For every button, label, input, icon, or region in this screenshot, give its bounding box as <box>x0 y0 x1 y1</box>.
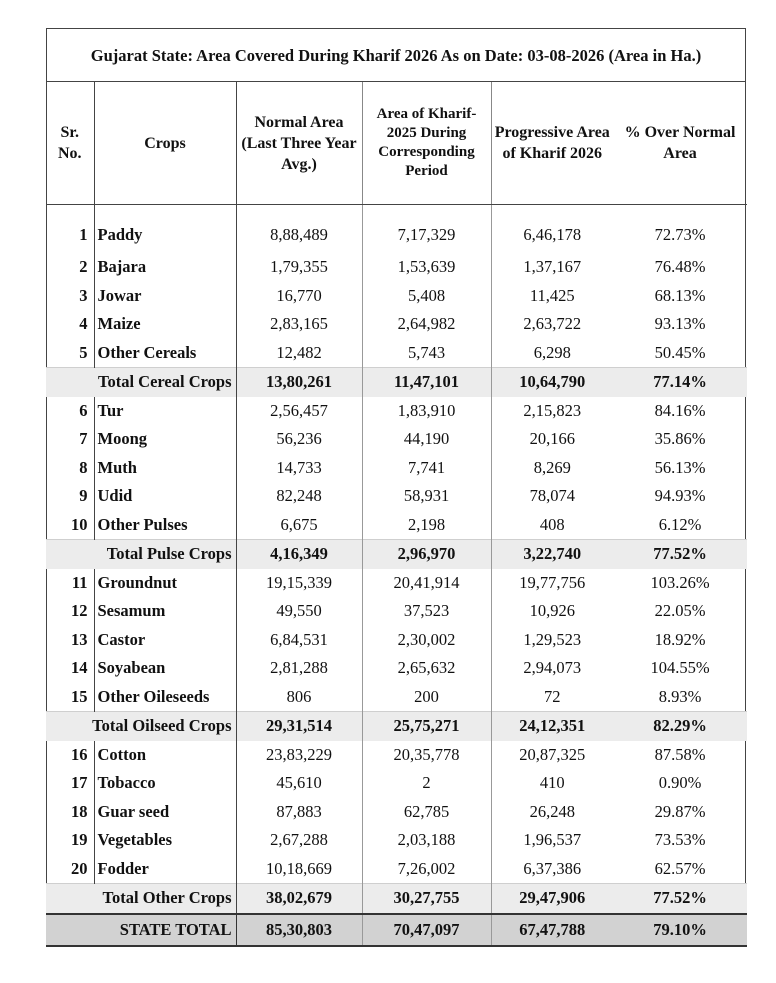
table-row <box>46 569 747 598</box>
normal-area-cell: 2,81,288 <box>270 658 328 678</box>
progressive-area-cell: 1,96,537 <box>523 830 582 850</box>
report-title: Gujarat State: Area Covered During Kharif 2026 As on Date: 03-08-2026 (Area in Ha.) <box>47 29 745 82</box>
crop-name-cell: Other Cereals <box>94 339 236 368</box>
crop-name-cell: Other Pulses <box>94 511 236 540</box>
table-row <box>46 769 747 798</box>
kharif-2025-area-cell: 2,198 <box>362 511 491 540</box>
group-total-label: Total Pulse Crops <box>46 540 236 569</box>
table-row <box>46 454 747 483</box>
kharif-2025-area-cell: 2 <box>362 769 491 798</box>
normal-area-cell: 19,15,339 <box>266 572 332 592</box>
header-normal-area: Normal Area (Last Three Year Avg.) <box>236 82 362 205</box>
state-total-progressive-area-cell: 67,47,788 <box>491 914 613 946</box>
table-row <box>46 397 747 426</box>
crop-name-cell: Groundnut <box>94 569 236 598</box>
state-total-label: STATE TOTAL <box>46 914 236 946</box>
progressive-area-cell: 6,46,178 <box>523 225 582 244</box>
percent-over-normal-cell: 0.90% <box>658 773 702 793</box>
percent-over-normal-cell: 29.87% <box>654 801 706 821</box>
percent-over-normal-cell: 8.93% <box>658 686 702 706</box>
group-total-label: Total Oilseed Crops <box>46 712 236 741</box>
percent-over-normal-cell: 103.26% <box>650 572 710 592</box>
percent-over-normal-cell: 93.13% <box>654 314 706 334</box>
kharif-2025-area-cell: 1,83,910 <box>362 397 491 426</box>
percent-over-normal-cell: 35.86% <box>654 429 706 449</box>
kharif-2025-area-cell: 7,26,002 <box>362 855 491 884</box>
table-row <box>46 310 747 339</box>
crop-name-cell: Muth <box>94 454 236 483</box>
sr-number-cell: 11 <box>71 572 88 592</box>
percent-over-normal-cell: 94.93% <box>654 486 706 506</box>
total-kharif-2025-area-cell: 25,75,271 <box>362 712 491 741</box>
kharif-2025-area-cell: 58,931 <box>362 482 491 511</box>
header-kharif-2025-area: Area of Kharif-2025 During Corresponding Period <box>362 82 491 205</box>
sr-number-cell: 10 <box>71 514 88 534</box>
total-kharif-2025-area-cell: 11,47,101 <box>362 368 491 397</box>
sr-number-cell: 4 <box>79 314 88 334</box>
header-sr-no: Sr. No. <box>46 82 94 205</box>
total-normal-area-cell: 4,16,349 <box>236 540 362 569</box>
total-normal-area-cell: 29,31,514 <box>236 712 362 741</box>
crop-name-cell: Sesamum <box>94 597 236 626</box>
total-progressive-area-cell: 24,12,351 <box>491 712 613 741</box>
total-progressive-area-cell: 29,47,906 <box>491 884 613 914</box>
progressive-area-cell: 6,37,386 <box>523 858 582 878</box>
normal-area-cell: 10,18,669 <box>266 858 332 878</box>
normal-area-cell: 2,56,457 <box>270 400 328 420</box>
crop-name-cell: Jowar <box>94 282 236 311</box>
normal-area-cell: 2,83,165 <box>270 314 328 334</box>
normal-area-cell: 6,84,531 <box>270 629 328 649</box>
progressive-area-cell: 19,77,756 <box>519 572 586 592</box>
group-total-label: Total Cereal Crops <box>46 368 236 397</box>
sr-number-cell: 8 <box>79 457 88 477</box>
crop-name-cell: Bajara <box>94 253 236 282</box>
normal-area-cell: 23,83,229 <box>266 744 332 764</box>
crop-name-cell: Paddy <box>94 205 236 254</box>
total-kharif-2025-area-cell: 30,27,755 <box>362 884 491 914</box>
state-total-kharif-2025-area-cell: 70,47,097 <box>362 914 491 946</box>
crop-name-cell: Guar seed <box>94 798 236 827</box>
kharif-2025-area-cell: 7,741 <box>362 454 491 483</box>
kharif-2025-area-cell: 20,35,778 <box>362 741 491 770</box>
total-percent-over-normal-cell: 77.14% <box>613 368 747 397</box>
sr-number-cell: 18 <box>71 801 88 821</box>
kharif-2025-area-cell: 2,30,002 <box>362 626 491 655</box>
table-row <box>46 855 747 884</box>
table-row <box>46 253 747 282</box>
total-percent-over-normal-cell: 82.29% <box>613 712 747 741</box>
percent-over-normal-cell: 50.45% <box>654 342 706 362</box>
progressive-area-cell: 20,87,325 <box>519 744 586 764</box>
kharif-2025-area-cell: 1,53,639 <box>362 253 491 282</box>
crop-name-cell: Soyabean <box>94 654 236 683</box>
crop-name-cell: Fodder <box>94 855 236 884</box>
table-body <box>46 205 747 946</box>
sr-number-cell: 12 <box>71 601 88 621</box>
kharif-2025-area-cell: 62,785 <box>362 798 491 827</box>
progressive-area-cell: 6,298 <box>533 342 571 362</box>
normal-area-cell: 806 <box>286 686 312 706</box>
progressive-area-cell: 2,63,722 <box>523 314 582 334</box>
header-progressive-area: Progressive Area of Kharif 2026 <box>491 82 613 205</box>
crop-name-cell: Udid <box>94 482 236 511</box>
table-row <box>46 741 747 770</box>
crop-name-cell: Vegetables <box>94 826 236 855</box>
kharif-2025-area-cell: 200 <box>362 683 491 712</box>
percent-over-normal-cell: 68.13% <box>654 285 706 305</box>
sr-number-cell: 16 <box>71 744 88 764</box>
normal-area-cell: 49,550 <box>276 601 322 621</box>
table-row <box>46 482 747 511</box>
progressive-area-cell: 72 <box>544 686 561 706</box>
table-row <box>46 425 747 454</box>
normal-area-cell: 14,733 <box>276 457 322 477</box>
header-percent-over-normal: % Over Normal Area <box>613 82 747 205</box>
percent-over-normal-cell: 56.13% <box>654 457 706 477</box>
sr-number-cell: 3 <box>79 285 88 305</box>
state-total-normal-area-cell: 85,30,803 <box>236 914 362 946</box>
group-total-row <box>46 884 747 914</box>
sr-number-cell: 17 <box>71 773 88 793</box>
table-row <box>46 282 747 311</box>
kharif-2025-area-cell: 37,523 <box>362 597 491 626</box>
sr-number-cell: 2 <box>79 257 88 277</box>
kharif-2025-area-cell: 5,743 <box>362 339 491 368</box>
progressive-area-cell: 2,94,073 <box>523 658 582 678</box>
normal-area-cell: 16,770 <box>276 285 322 305</box>
normal-area-cell: 87,883 <box>276 801 322 821</box>
percent-over-normal-cell: 104.55% <box>650 658 710 678</box>
total-progressive-area-cell: 3,22,740 <box>491 540 613 569</box>
group-total-row <box>46 540 747 569</box>
sr-number-cell: 15 <box>71 686 88 706</box>
normal-area-cell: 8,88,489 <box>270 225 328 244</box>
progressive-area-cell: 2,15,823 <box>523 400 582 420</box>
kharif-2025-area-cell: 2,64,982 <box>362 310 491 339</box>
sr-number-cell: 6 <box>79 400 88 420</box>
percent-over-normal-cell: 18.92% <box>654 629 706 649</box>
percent-over-normal-cell: 84.16% <box>654 400 706 420</box>
normal-area-cell: 2,67,288 <box>270 830 328 850</box>
normal-area-cell: 82,248 <box>276 486 322 506</box>
crop-name-cell: Castor <box>94 626 236 655</box>
crop-name-cell: Moong <box>94 425 236 454</box>
total-normal-area-cell: 13,80,261 <box>236 368 362 397</box>
table-row <box>46 654 747 683</box>
header-row <box>46 82 747 205</box>
crop-name-cell: Tobacco <box>94 769 236 798</box>
sr-number-cell: 9 <box>79 486 88 506</box>
percent-over-normal-cell: 87.58% <box>654 744 706 764</box>
percent-over-normal-cell: 22.05% <box>654 601 706 621</box>
normal-area-cell: 1,79,355 <box>270 257 328 277</box>
group-total-label: Total Other Crops <box>46 884 236 914</box>
table-row <box>46 798 747 827</box>
table-row <box>46 205 747 254</box>
kharif-2025-area-cell: 20,41,914 <box>362 569 491 598</box>
kharif-2025-area-cell: 7,17,329 <box>362 205 491 254</box>
table-row <box>46 683 747 712</box>
report-sheet <box>46 28 746 939</box>
crop-name-cell: Cotton <box>94 741 236 770</box>
progressive-area-cell: 11,425 <box>529 285 575 305</box>
table-row <box>46 339 747 368</box>
percent-over-normal-cell: 73.53% <box>654 830 706 850</box>
percent-over-normal-cell: 6.12% <box>658 514 702 534</box>
progressive-area-cell: 1,37,167 <box>523 257 582 277</box>
sr-number-cell: 5 <box>79 342 88 362</box>
progressive-area-cell: 10,926 <box>529 601 575 621</box>
table-row <box>46 826 747 855</box>
total-progressive-area-cell: 10,64,790 <box>491 368 613 397</box>
sr-number-cell: 13 <box>71 629 88 649</box>
group-total-row <box>46 712 747 741</box>
total-normal-area-cell: 38,02,679 <box>236 884 362 914</box>
state-total-percent-over-normal-cell: 79.10% <box>613 914 747 946</box>
normal-area-cell: 45,610 <box>276 773 322 793</box>
normal-area-cell: 6,675 <box>280 514 318 534</box>
kharif-2025-area-cell: 2,65,632 <box>362 654 491 683</box>
total-percent-over-normal-cell: 77.52% <box>613 884 747 914</box>
progressive-area-cell: 20,166 <box>529 429 575 449</box>
table-row <box>46 626 747 655</box>
sr-number-cell: 14 <box>71 658 88 678</box>
progressive-area-cell: 8,269 <box>533 457 571 477</box>
normal-area-cell: 12,482 <box>276 342 322 362</box>
crop-name-cell: Tur <box>94 397 236 426</box>
kharif-2025-area-cell: 2,03,188 <box>362 826 491 855</box>
sr-number-cell: 19 <box>71 830 88 850</box>
group-total-row <box>46 368 747 397</box>
normal-area-cell: 56,236 <box>276 429 322 449</box>
crop-name-cell: Maize <box>94 310 236 339</box>
table-row <box>46 597 747 626</box>
sr-number-cell: 7 <box>79 429 88 449</box>
percent-over-normal-cell: 72.73% <box>654 225 706 244</box>
total-percent-over-normal-cell: 77.52% <box>613 540 747 569</box>
progressive-area-cell: 78,074 <box>529 486 575 506</box>
crop-name-cell: Other Oileseeds <box>94 683 236 712</box>
kharif-2025-area-cell: 44,190 <box>362 425 491 454</box>
progressive-area-cell: 410 <box>539 773 565 793</box>
sr-number-cell: 20 <box>71 858 88 878</box>
total-kharif-2025-area-cell: 2,96,970 <box>362 540 491 569</box>
progressive-area-cell: 408 <box>539 514 565 534</box>
kharif-2025-area-cell: 5,408 <box>362 282 491 311</box>
header-crops: Crops <box>94 82 236 205</box>
state-total-row <box>46 914 747 946</box>
percent-over-normal-cell: 76.48% <box>654 257 706 277</box>
table-row <box>46 511 747 540</box>
progressive-area-cell: 1,29,523 <box>523 629 582 649</box>
sr-number-cell: 1 <box>79 225 88 244</box>
crop-area-table <box>46 82 747 947</box>
percent-over-normal-cell: 62.57% <box>654 858 706 878</box>
progressive-area-cell: 26,248 <box>529 801 575 821</box>
